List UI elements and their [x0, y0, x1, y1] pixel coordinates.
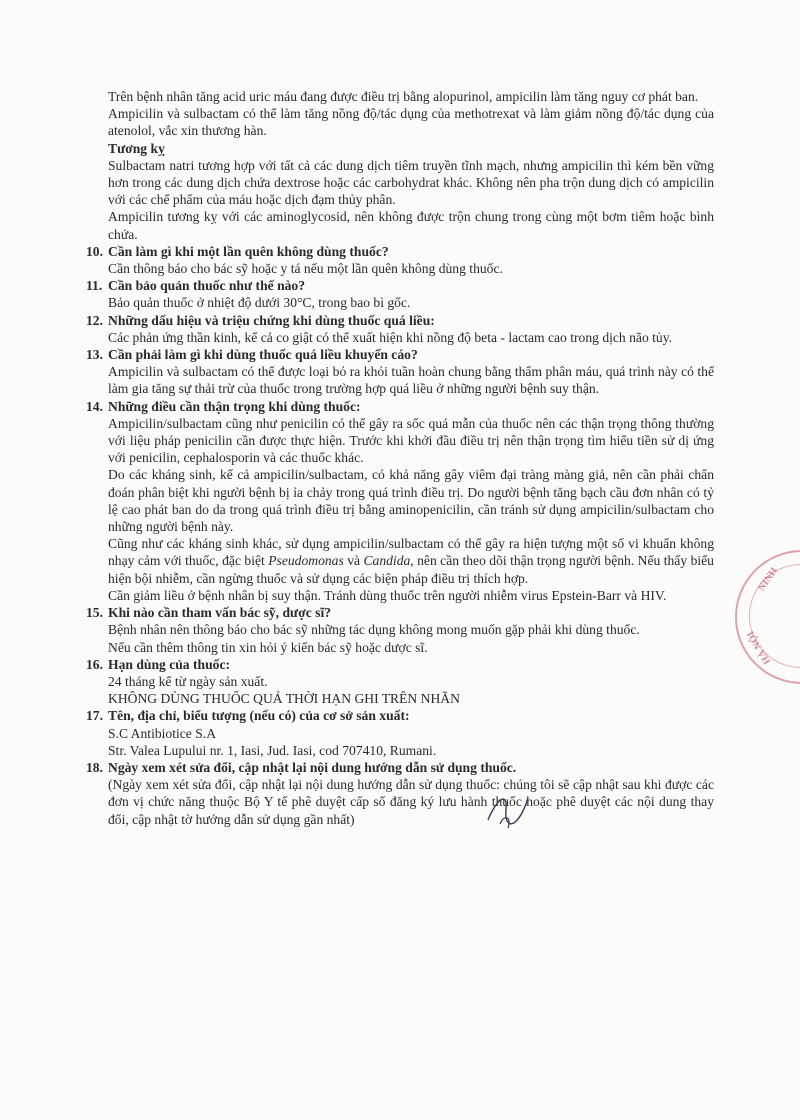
section-14-text: Do các kháng sinh, kể cả ampicilin/sulbactam, có khả năng gây viêm đại tràng màng giả, nên cần phải chẩn đoán phân biệt khi người bệnh bị ỉa chảy trong quá trình điều trị. Do người bệnh tăng bạch cầu đơn nhân có tỷ lệ cao phát ban do da trong quá trình điều trị bằng aminopenicilin, cần tránh sử dụng ampicilin/sulbactam cho những người bệnh này. — [108, 467, 714, 535]
section-15-title: 15. Khi nào cần tham vấn bác sỹ, dược sĩ? — [86, 605, 332, 621]
document-page — [86, 88, 714, 828]
intro-paragraph: Trên bệnh nhân tăng acid uric máu đang được điều trị bằng alopurinol, ampicilin làm tăng nguy cơ phát ban. — [108, 89, 699, 104]
section-16-title: 16. Hạn dùng của thuốc: — [86, 656, 230, 672]
section-10-text: Cần thông báo cho bác sỹ hoặc y tá nếu một lần quên không dùng thuốc. — [108, 261, 503, 277]
section-13-text: Ampicilin và sulbactam có thể được loại bỏ ra khỏi tuần hoàn chung bằng thẩm phân máu, quá trình này có thể làm gia tăng sự thải trừ của thuốc trong trường hợp quá liều ở những người bệnh suy thận. — [108, 364, 714, 397]
stamp-text-bottom: HÀ NỘI — [745, 628, 774, 667]
section-17-text: S.C Antibiotice S.A — [108, 725, 217, 741]
section-11-title: 11. Cần bảo quản thuốc như thế nào? — [86, 278, 306, 294]
section-17-title: 17. Tên, địa chỉ, biểu tượng (nếu có) của cơ sở sản xuất: — [86, 708, 410, 724]
section-14-title: 14. Những điều cần thận trọng khi dùng thuốc: — [86, 398, 361, 414]
section-12-text: Các phản ứng thần kinh, kể cả co giật có thể xuất hiện khi nồng độ beta - lactam cao trong dịch não tủy. — [108, 329, 673, 345]
section-13-title: 13. Cần phải làm gì khi dùng thuốc quá liều khuyến cáo? — [86, 347, 418, 363]
section-14-text: Cần giảm liều ở bệnh nhân bị suy thận. Tránh dùng thuốc trên người nhiễm virus Epstein-Barr và HIV. — [108, 587, 667, 603]
section-15-text: Bệnh nhân nên thông báo cho bác sỹ những tác dụng không mong muốn gặp phải khi dùng thuốc. — [108, 622, 640, 638]
section-17-text: Str. Valea Lupului nr. 1, Iasi, Jud. Iasi, cod 707410, Rumani. — [108, 742, 437, 758]
section-12-title: 12. Những dấu hiệu và triệu chứng khi dùng thuốc quá liều: — [86, 312, 435, 328]
section-16-text: KHÔNG DÙNG THUỐC QUÁ THỜI HẠN GHI TRÊN NHÃN — [108, 691, 460, 707]
incompatibility-heading: Tương kỵ — [108, 140, 165, 156]
section-16-text: 24 tháng kể từ ngày sản xuất. — [108, 673, 268, 689]
handwritten-initials-icon — [478, 780, 538, 840]
section-10-title: 10. Cần làm gì khi một lần quên không dùng thuốc? — [86, 243, 389, 259]
incompatibility-paragraph: Ampicilin tương kỵ với các aminoglycosid, nên không được trộn chung trong cùng một bơm tiêm hoặc bình chứa. — [108, 209, 714, 242]
intro-paragraph: Ampicilin và sulbactam có thể làm tăng nồng độ/tác dụng của methotrexat và làm giảm nồng độ/tác dụng của atenolol, vắc xin thương hàn. — [108, 106, 714, 139]
section-11-text: Bảo quản thuốc ở nhiệt độ dưới 30°C, trong bao bì gốc. — [108, 295, 411, 311]
stamp-text-top: NINH — [756, 565, 781, 594]
official-stamp — [735, 550, 800, 684]
section-18-title: 18. Ngày xem xét sửa đổi, cập nhật lại nội dung hướng dẫn sử dụng thuốc. — [86, 759, 517, 775]
incompatibility-paragraph: Sulbactam natri tương hợp với tất cả các dung dịch tiêm truyền tĩnh mạch, nhưng ampicilin thì kém bền vững hơn trong các dung dịch chứa dextrose hoặc các carbohydrat khác. Không nên pha trộn dung dịch có ampicilin với các chế phẩm của máu hoặc dịch đạm thủy phân. — [108, 157, 714, 208]
section-18-text: (Ngày xem xét sửa đổi, cập nhật lại nội dung hướng dẫn sử dụng thuốc: chúng tôi sẽ cập nhật sau khi được các đơn vị chức năng thuộc Bộ Y tế phê duyệt cấp số đăng ký lưu hành thuốc hoặc phê duyệt các nội dung thay đổi, cập nhật tờ hướng dẫn sử dụng gần nhất) — [108, 777, 714, 827]
section-14-text: Cũng như các kháng sinh khác, sử dụng ampicilin/sulbactam có thể gây ra hiện tượng một số vi khuẩn không nhạy cảm với thuốc, đặc biệt Pseudomonas và Candida, nên cần theo dõi thận trọng người bệnh. Nếu thấy biểu hiện bội nhiễm, cần ngừng thuốc và sử dụng các biện pháp điều trị thích hợp. — [108, 536, 714, 586]
section-15-text: Nếu cần thêm thông tin xin hỏi ý kiến bác sỹ hoặc dược sĩ. — [108, 639, 428, 655]
section-14-text: Ampicilin/sulbactam cũng như penicilin có thể gây ra sốc quá mẫn của thuốc nên các thận trọng thông thường với liệu pháp penicilin cần được thực hiện. Trước khi khởi đầu điều trị nên thận trọng tìm hiểu tiền sử dị ứng với penicilin, cephalosporin và các thuốc khác. — [108, 415, 714, 466]
